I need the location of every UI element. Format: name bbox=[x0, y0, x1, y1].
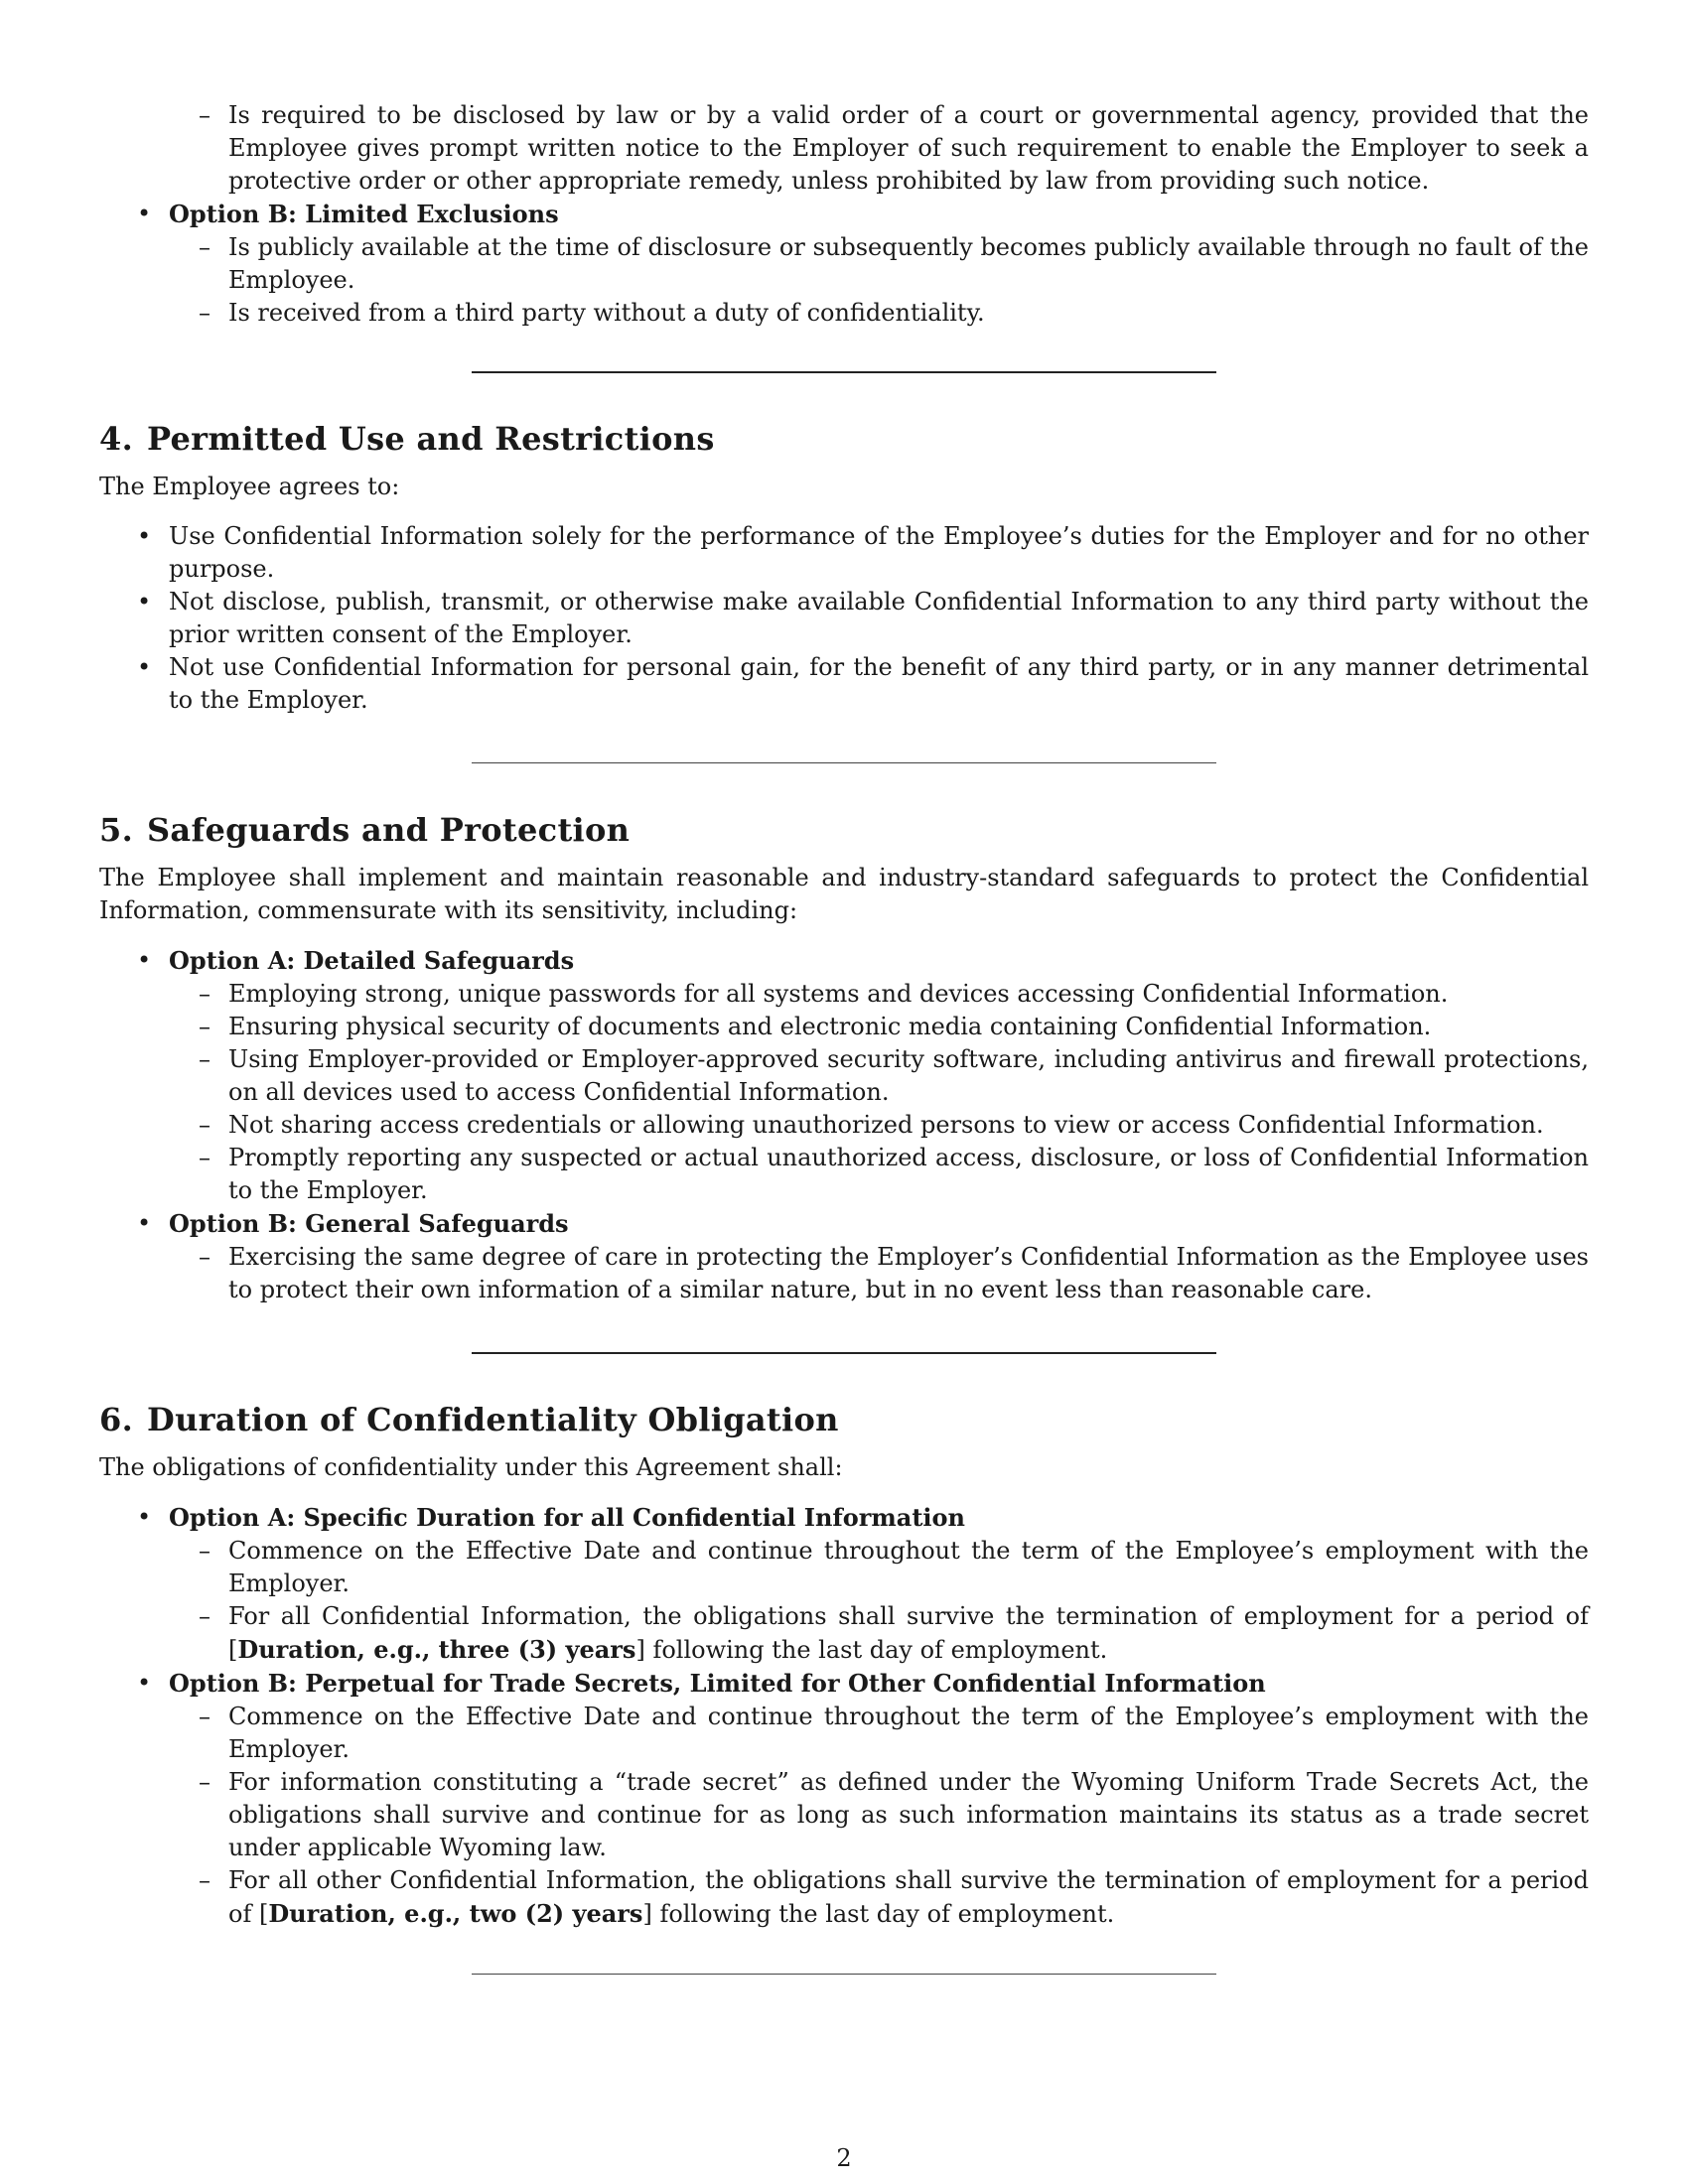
section-6 bbox=[99, 1400, 1589, 1931]
list-item: – Ensuring physical security of documents and electronic media containing Confidential Information. bbox=[199, 1013, 1432, 1040]
list-item: – Using Employer-provided or Employer-approved security software, including antivirus and firewall protections, on all devices used to access Confidential Information. bbox=[199, 1045, 1589, 1106]
list-item: – Employing strong, unique passwords for all systems and devices accessing Confidential Information. bbox=[199, 980, 1449, 1008]
duration-placeholder: Duration, e.g., two (2) years bbox=[268, 1899, 643, 1928]
duration-placeholder: Duration, e.g., three (3) years bbox=[237, 1635, 636, 1664]
section-heading: 6. Duration of Confidentiality Obligation bbox=[99, 1401, 839, 1438]
option-heading: • Option B: Limited Exclusions bbox=[137, 200, 559, 228]
list-item: • Use Confidential Information solely for the performance of the Employee’s duties for the Employer and for no other purpose. bbox=[137, 522, 1589, 583]
section-divider bbox=[472, 1974, 1216, 1975]
section-intro: The obligations of confidentiality under this Agreement shall: bbox=[99, 1453, 843, 1481]
section-heading: 5. Safeguards and Protection bbox=[99, 811, 631, 849]
option-heading: • Option B: General Safeguards bbox=[137, 1209, 569, 1238]
list-item: – For all other Confidential Information, the obligations shall survive the termination of employment for a period of [Duration, e.g., two (2) years] following the last day of employment. bbox=[199, 1866, 1589, 1928]
list-item: • Not disclose, publish, transmit, or otherwise make available Confidential Information to any third party without the prior written consent of the Employer. bbox=[137, 588, 1589, 648]
list-item: – Promptly reporting any suspected or actual unauthorized access, disclosure, or loss of Confidential Information to the Employer. bbox=[199, 1144, 1589, 1204]
section-divider bbox=[472, 1352, 1216, 1354]
section-5 bbox=[99, 810, 1589, 1306]
section-intro: The Employee shall implement and maintain reasonable and industry-standard safeguards to protect the Confidential Information, commensurate with its sensitivity, including: bbox=[99, 864, 1589, 924]
section-heading: 4. Permitted Use and Restrictions bbox=[99, 420, 715, 458]
list-item: – Commence on the Effective Date and continue throughout the term of the Employee’s employment with the Employer. bbox=[199, 1537, 1589, 1597]
option-heading: • Option A: Specific Duration for all Confidential Information bbox=[137, 1503, 966, 1532]
section-divider bbox=[472, 371, 1216, 373]
list-item: – Not sharing access credentials or allowing unauthorized persons to view or access Confidential Information. bbox=[199, 1111, 1544, 1139]
page-number: 2 bbox=[836, 2144, 852, 2172]
list-item: – For all Confidential Information, the obligations shall survive the termination of employment for a period of [Duration, e.g., three (3) years] following the last day of employment. bbox=[199, 1602, 1589, 1664]
section-intro: The Employee agrees to: bbox=[99, 473, 400, 500]
document-page bbox=[99, 0, 1589, 2184]
section-4 bbox=[99, 419, 1589, 717]
list-item: – Is received from a third party without a duty of confidentiality. bbox=[199, 299, 985, 327]
section-3-continuation bbox=[99, 99, 1589, 330]
list-item: – Commence on the Effective Date and continue throughout the term of the Employee’s employment with the Employer. bbox=[199, 1703, 1589, 1763]
list-item: – Is required to be disclosed by law or by a valid order of a court or governmental agency, provided that the Employee gives prompt written notice to the Employer of such requirement to enable the Employer to seek a protective order or other appropriate remedy, unless prohibited by law from providing such notice. bbox=[199, 101, 1589, 195]
option-heading: • Option B: Perpetual for Trade Secrets, Limited for Other Confidential Information bbox=[137, 1669, 1266, 1698]
section-divider bbox=[472, 762, 1216, 763]
list-item: – For information constituting a “trade secret” as defined under the Wyoming Uniform Trade Secrets Act, the obligations shall survive and continue for as long as such information maintains its status as a trade secret under applicable Wyoming law. bbox=[199, 1768, 1589, 1861]
list-item: – Is publicly available at the time of disclosure or subsequently becomes publicly available through no fault of the Employee. bbox=[199, 233, 1589, 294]
list-item: • Not use Confidential Information for personal gain, for the benefit of any third party, or in any manner detrimental to the Employer. bbox=[137, 653, 1589, 714]
option-heading: • Option A: Detailed Safeguards bbox=[137, 946, 575, 975]
list-item: – Exercising the same degree of care in protecting the Employer’s Confidential Information as the Employee uses to protect their own information of a similar nature, but in no event less than reasonable care. bbox=[199, 1243, 1589, 1303]
